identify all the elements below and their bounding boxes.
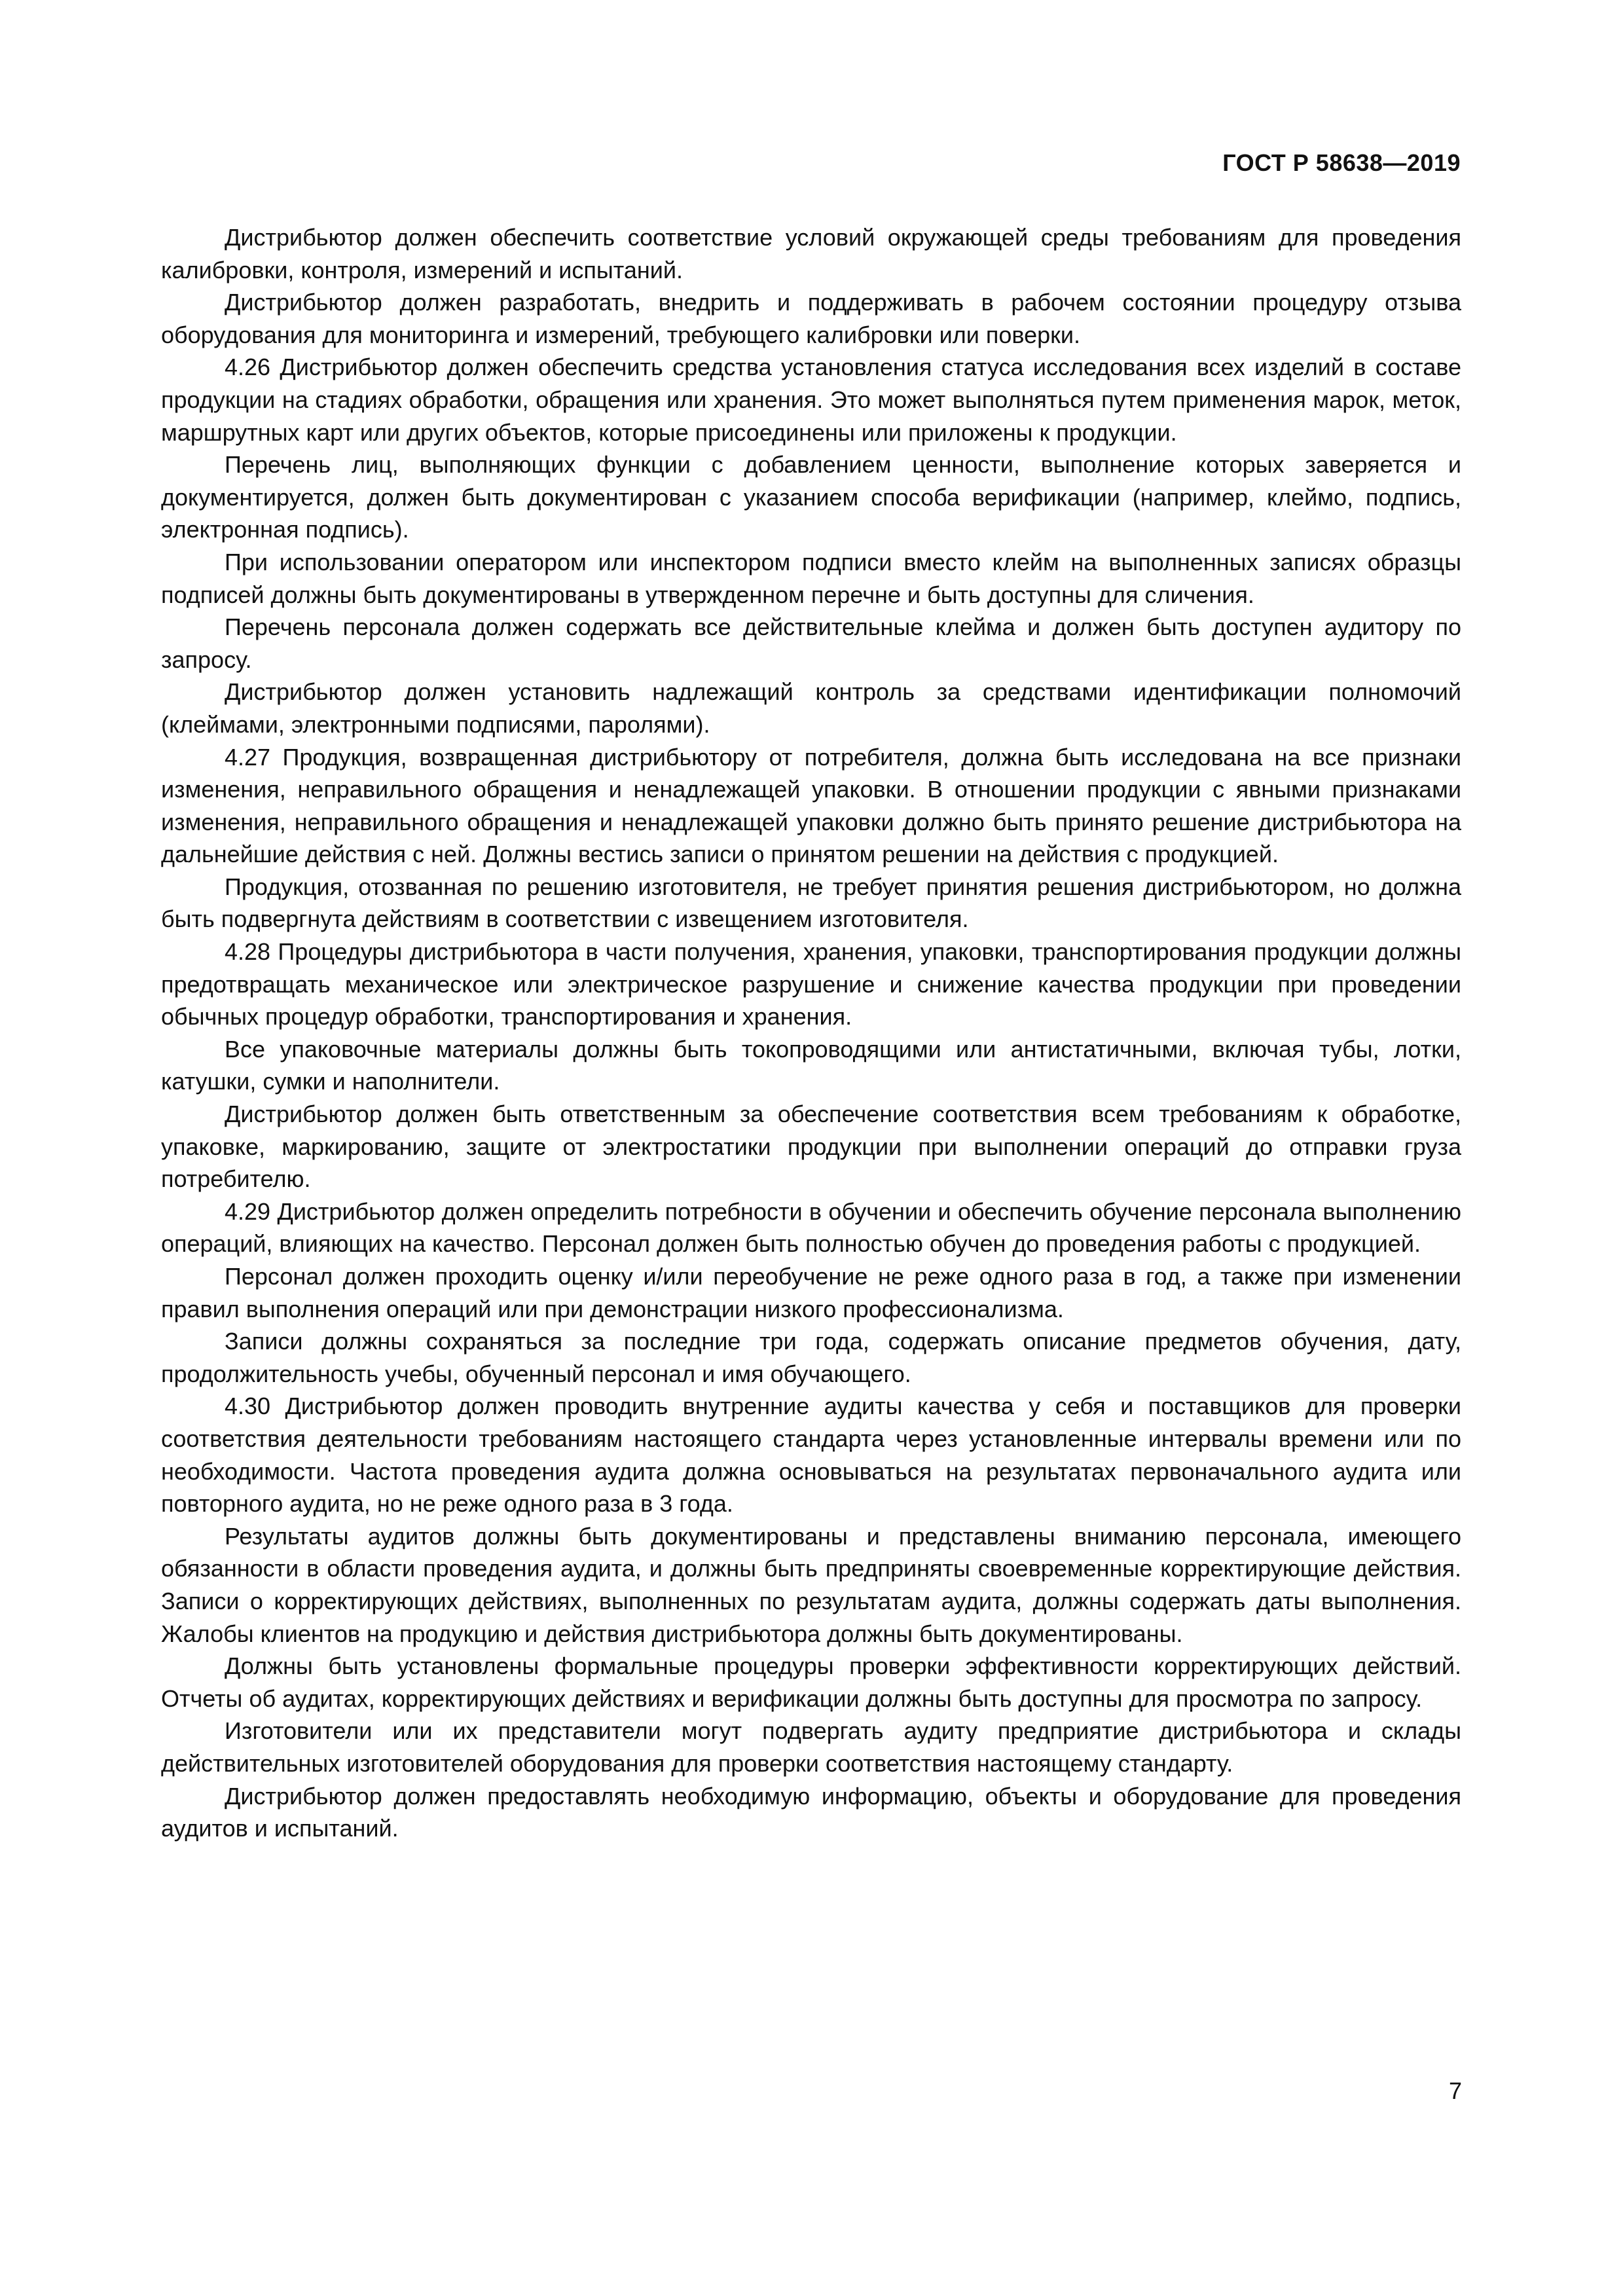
paragraph: Продукция, отозванная по решению изготовителя, не требует принятия решения дистрибьютором, но должна быть подвергнута действиям в соответствии с извещением изготовителя. (161, 873, 1461, 933)
paragraph-clause-4-29: 4.29 Дистрибьютор должен определить потребности в обучении и обеспечить обучение персонала выполнению операций, влияющих на качество. Персонал должен быть полностью обучен до проведения работы с продукцией. (161, 1197, 1461, 1258)
paragraph-clause-4-30: 4.30 Дистрибьютор должен проводить внутренние аудиты качества у себя и поставщиков для проверки соответствия деятельности требованиям настоящего стандарта через установленные интервалы времени или по необходимости. Частота проведения аудита должна основываться на результатах первоначального аудита или повторного аудита, но не реже одного раза в 3 года. (161, 1393, 1461, 1518)
paragraph: Дистрибьютор должен обеспечить соответствие условий окружающей среды требованиям для проведения калибровки, контроля, измерений и испытаний. (161, 224, 1461, 283)
paragraph-clause-4-28: 4.28 Процедуры дистрибьютора в части получения, хранения, упаковки, транспортирования продукции должны предотвращать механическое или электрическое разрушение и снижение качества продукции при проведении обычных процедур обработки, транспортирования и хранения. (161, 938, 1461, 1030)
paragraph: Перечень лиц, выполняющих функции с добавлением ценности, выполнение которых заверяется и документируется, должен быть документирован с указанием способа верификации (например, клеймо, подпись, электронная подпись). (161, 451, 1461, 543)
page-body (161, 221, 1461, 1845)
page-number: 7 (1448, 2077, 1462, 2104)
paragraph-clause-4-27: 4.27 Продукция, возвращенная дистрибьютору от потребителя, должна быть исследована на все признаки изменения, неправильного обращения и ненадлежащей упаковки. В отношении продукции с явными признаками изменения, неправильного обращения и ненадлежащей упаковки должно быть принято решение дистрибьютора на дальнейшие действия с ней. Должны вестись записи о принятом решении на действия с продукцией. (161, 743, 1461, 868)
paragraph-clause-4-26: 4.26 Дистрибьютор должен обеспечить средства установления статуса исследования всех изделий в составе продукции на стадиях обработки, обращения или хранения. Это может выполняться путем применения марок, меток, маршрутных карт или других объектов, которые присоединены или приложены к продукции. (161, 354, 1461, 446)
paragraph: Дистрибьютор должен разработать, внедрить и поддерживать в рабочем состоянии процедуру отзыва оборудования для мониторинга и измерений, требующего калибровки или поверки. (161, 289, 1461, 348)
paragraph: Должны быть установлены формальные процедуры проверки эффективности корректирующих действий. Отчеты об аудитах, корректирующих действиях и верификации должны быть доступны для просмотра по запросу. (161, 1652, 1461, 1712)
paragraph: Записи должны сохраняться за последние три года, содержать описание предметов обучения, дату, продолжительность учебы, обученный персонал и имя обучающего. (161, 1328, 1461, 1387)
document-code: ГОСТ Р 58638—2019 (1222, 149, 1461, 176)
paragraph: Дистрибьютор должен быть ответственным за обеспечение соответствия всем требованиям к обработке, упаковке, маркированию, защите от электростатики продукции при выполнении операций до отправки груза потребителю. (161, 1101, 1461, 1193)
paragraph: Персонал должен проходить оценку и/или переобучение не реже одного раза в год, а также при изменении правил выполнения операций или при демонстрации низкого профессионализма. (161, 1263, 1461, 1322)
paragraph: Результаты аудитов должны быть документированы и представлены вниманию персонала, имеющего обязанности в области проведения аудита, и должны быть предприняты своевременные корректирующие действия. Записи о корректирующих действиях, выполненных по результатам аудита, должны содержать даты выполнения. Жалобы клиентов на продукцию и действия дистрибьютора должны быть документированы. (161, 1522, 1461, 1647)
paragraph: Все упаковочные материалы должны быть токопроводящими или антистатичными, включая тубы, лотки, катушки, сумки и наполнители. (161, 1035, 1461, 1095)
paragraph: Перечень персонала должен содержать все действительные клейма и должен быть доступен аудитору по запросу. (161, 613, 1461, 673)
paragraph: Дистрибьютор должен установить надлежащий контроль за средствами идентификации полномочий (клеймами, электронными подписями, паролями). (161, 678, 1461, 738)
paragraph: При использовании оператором или инспектором подписи вместо клейм на выполненных записях образцы подписей должны быть документированы в утвержденном перечне и быть доступны для сличения. (161, 548, 1461, 608)
paragraph: Изготовители или их представители могут подвергать аудиту предприятие дистрибьютора и склады действительных изготовителей оборудования для проверки соответствия настоящему стандарту. (161, 1717, 1461, 1777)
paragraph: Дистрибьютор должен предоставлять необходимую информацию, объекты и оборудование для проведения аудитов и испытаний. (161, 1782, 1461, 1842)
